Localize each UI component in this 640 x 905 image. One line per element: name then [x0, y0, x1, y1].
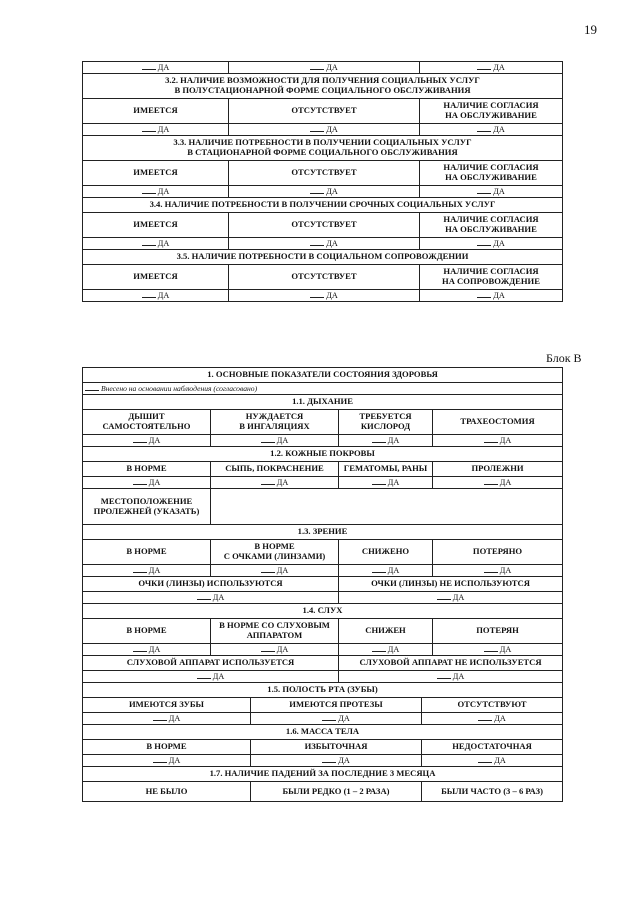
option-weight-normal: В НОРМЕ	[83, 740, 251, 755]
option-hearing-reduced: СНИЖЕН	[339, 619, 433, 644]
yes-cell[interactable]: ДА	[83, 124, 229, 136]
yes-cell[interactable]: ДА	[433, 435, 563, 447]
section-3-3-title: 3.3. НАЛИЧИЕ ПОТРЕБНОСТИ В ПОЛУЧЕНИИ СОЦИАЛЬНЫХ УСЛУГ В СТАЦИОНАРНОЙ ФОРМЕ СОЦИАЛЬНОГО ОБСЛУЖИВАНИЯ	[83, 136, 563, 161]
option-hearing-aid-normal: В НОРМЕ СО СЛУХОВЫМ АППАРАТОМ	[211, 619, 339, 644]
option-hematoma: ГЕМАТОМЫ, РАНЫ	[339, 462, 433, 477]
option-vision-lost: ПОТЕРЯНО	[433, 540, 563, 565]
option-consent: НАЛИЧИЕ СОГЛАСИЯ НА ОБСЛУЖИВАНИЕ	[420, 213, 563, 238]
yes-cell[interactable]: ДА	[339, 644, 433, 656]
option-vision-reduced: СНИЖЕНО	[339, 540, 433, 565]
yes-cell[interactable]: ДА	[420, 186, 563, 198]
option-bedsores: ПРОЛЕЖНИ	[433, 462, 563, 477]
yes-cell[interactable]: ДА	[422, 755, 563, 767]
yes-cell[interactable]: ДА	[339, 565, 433, 577]
option-consent-support: НАЛИЧИЕ СОГЛАСИЯ НА СОПРОВОЖДЕНИЕ	[420, 265, 563, 290]
option-exists: ИМЕЕТСЯ	[83, 213, 229, 238]
yes-cell[interactable]: ДА	[83, 592, 339, 604]
health-title: 1. ОСНОВНЫЕ ПОКАЗАТЕЛИ СОСТОЯНИЯ ЗДОРОВЬЯ	[83, 368, 563, 383]
option-exists: ИМЕЕТСЯ	[83, 99, 229, 124]
yes-cell[interactable]: ДА	[251, 755, 422, 767]
option-oxygen: ТРЕБУЕТСЯ КИСЛОРОД	[339, 410, 433, 435]
yes-cell[interactable]: ДА	[83, 565, 211, 577]
option-hearing-normal: В НОРМЕ	[83, 619, 211, 644]
option-overweight: ИЗБЫТОЧНАЯ	[251, 740, 422, 755]
social-services-table	[82, 61, 563, 302]
yes-cell[interactable]: ДА	[433, 477, 563, 489]
yes-cell[interactable]: ДА	[420, 238, 563, 250]
option-hearing-aid-not-used: СЛУХОВОЙ АППАРАТ НЕ ИСПОЛЬЗУЕТСЯ	[339, 656, 563, 671]
block-label: Блок В	[546, 351, 582, 365]
option-underweight: НЕДОСТАТОЧНАЯ	[422, 740, 563, 755]
yes-cell[interactable]: ДА	[420, 62, 563, 74]
yes-cell[interactable]: ДА	[229, 124, 420, 136]
option-rare-falls: БЫЛИ РЕДКО (1 – 2 РАЗА)	[251, 782, 422, 802]
mouth-title: 1.5. ПОЛОСТЬ РТА (ЗУБЫ)	[83, 683, 563, 698]
yes-cell[interactable]: ДА	[211, 477, 339, 489]
yes-cell[interactable]: ДА	[229, 290, 420, 302]
option-no-teeth: ОТСУТСТВУЮТ	[422, 698, 563, 713]
bedsore-location-field[interactable]	[211, 489, 563, 525]
yes-cell[interactable]: ДА	[420, 124, 563, 136]
hearing-title: 1.4. СЛУХ	[83, 604, 563, 619]
skin-title: 1.2. КОЖНЫЕ ПОКРОВЫ	[83, 447, 563, 462]
option-consent: НАЛИЧИЕ СОГЛАСИЯ НА ОБСЛУЖИВАНИЕ	[420, 99, 563, 124]
yes-cell[interactable]: ДА	[229, 62, 420, 74]
yes-cell[interactable]: ДА	[83, 713, 251, 725]
option-hearing-aid-used: СЛУХОВОЙ АППАРАТ ИСПОЛЬЗУЕТСЯ	[83, 656, 339, 671]
vision-title: 1.3. ЗРЕНИЕ	[83, 525, 563, 540]
option-absent: ОТСУТСТВУЕТ	[229, 265, 420, 290]
yes-cell[interactable]: ДА	[433, 644, 563, 656]
yes-cell[interactable]: ДА	[229, 186, 420, 198]
option-exists: ИМЕЕТСЯ	[83, 161, 229, 186]
option-hearing-lost: ПОТЕРЯН	[433, 619, 563, 644]
option-dentures: ИМЕЮТСЯ ПРОТЕЗЫ	[251, 698, 422, 713]
yes-cell[interactable]: ДА	[211, 644, 339, 656]
page-number: 19	[584, 22, 597, 37]
option-glasses-not-used: ОЧКИ (ЛИНЗЫ) НЕ ИСПОЛЬЗУЮТСЯ	[339, 577, 563, 592]
option-no-falls: НЕ БЫЛО	[83, 782, 251, 802]
observation-note[interactable]: Внесено на основании наблюдения (согласовано)	[83, 383, 563, 395]
yes-cell[interactable]: ДА	[83, 435, 211, 447]
yes-cell[interactable]: ДА	[339, 592, 563, 604]
yes-cell[interactable]: ДА	[251, 713, 422, 725]
section-3-5-title: 3.5. НАЛИЧИЕ ПОТРЕБНОСТИ В СОЦИАЛЬНОМ СОПРОВОЖДЕНИИ	[83, 250, 563, 265]
yes-cell[interactable]: ДА	[83, 62, 229, 74]
yes-cell[interactable]: ДА	[339, 435, 433, 447]
yes-cell[interactable]: ДА	[83, 290, 229, 302]
yes-cell[interactable]: ДА	[83, 477, 211, 489]
option-skin-normal: В НОРМЕ	[83, 462, 211, 477]
yes-cell[interactable]: ДА	[211, 565, 339, 577]
yes-cell[interactable]: ДА	[83, 186, 229, 198]
option-rash: СЫПЬ, ПОКРАСНЕНИЕ	[211, 462, 339, 477]
section-3-4-title: 3.4. НАЛИЧИЕ ПОТРЕБНОСТИ В ПОЛУЧЕНИИ СРОЧНЫХ СОЦИАЛЬНЫХ УСЛУГ	[83, 198, 563, 213]
health-indicators-table	[82, 367, 563, 802]
section-3-2-title: 3.2. НАЛИЧИЕ ВОЗМОЖНОСТИ ДЛЯ ПОЛУЧЕНИЯ СОЦИАЛЬНЫХ УСЛУГ В ПОЛУСТАЦИОНАРНОЙ ФОРМЕ СОЦИАЛЬНОГО ОБСЛУЖИВАНИЯ	[83, 74, 563, 99]
option-glasses-used: ОЧКИ (ЛИНЗЫ) ИСПОЛЬЗУЮТСЯ	[83, 577, 339, 592]
option-breathes-self: ДЫШИТ САМОСТОЯТЕЛЬНО	[83, 410, 211, 435]
weight-title: 1.6. МАССА ТЕЛА	[83, 725, 563, 740]
option-absent: ОТСУТСТВУЕТ	[229, 99, 420, 124]
yes-cell[interactable]: ДА	[433, 565, 563, 577]
option-vision-glasses: В НОРМЕ С ОЧКАМИ (ЛИНЗАМИ)	[211, 540, 339, 565]
yes-cell[interactable]: ДА	[83, 644, 211, 656]
yes-cell[interactable]: ДА	[339, 671, 563, 683]
option-absent: ОТСУТСТВУЕТ	[229, 161, 420, 186]
option-tracheostomy: ТРАХЕОСТОМИЯ	[433, 410, 563, 435]
falls-title: 1.7. НАЛИЧИЕ ПАДЕНИЙ ЗА ПОСЛЕДНИЕ 3 МЕСЯЦА	[83, 767, 563, 782]
yes-cell[interactable]: ДА	[83, 238, 229, 250]
yes-cell[interactable]: ДА	[420, 290, 563, 302]
yes-cell[interactable]: ДА	[83, 671, 339, 683]
bedsore-location-label: МЕСТОПОЛОЖЕНИЕ ПРОЛЕЖНЕЙ (УКАЗАТЬ)	[83, 489, 211, 525]
option-vision-normal: В НОРМЕ	[83, 540, 211, 565]
option-absent: ОТСУТСТВУЕТ	[229, 213, 420, 238]
yes-cell[interactable]: ДА	[229, 238, 420, 250]
breathing-title: 1.1. ДЫХАНИЕ	[83, 395, 563, 410]
option-exists: ИМЕЕТСЯ	[83, 265, 229, 290]
yes-cell[interactable]: ДА	[422, 713, 563, 725]
option-consent: НАЛИЧИЕ СОГЛАСИЯ НА ОБСЛУЖИВАНИЕ	[420, 161, 563, 186]
yes-cell[interactable]: ДА	[211, 435, 339, 447]
option-frequent-falls: БЫЛИ ЧАСТО (3 – 6 РАЗ)	[422, 782, 563, 802]
yes-cell[interactable]: ДА	[83, 755, 251, 767]
option-inhalation: НУЖДАЕТСЯ В ИНГАЛЯЦИЯХ	[211, 410, 339, 435]
option-teeth: ИМЕЮТСЯ ЗУБЫ	[83, 698, 251, 713]
yes-cell[interactable]: ДА	[339, 477, 433, 489]
